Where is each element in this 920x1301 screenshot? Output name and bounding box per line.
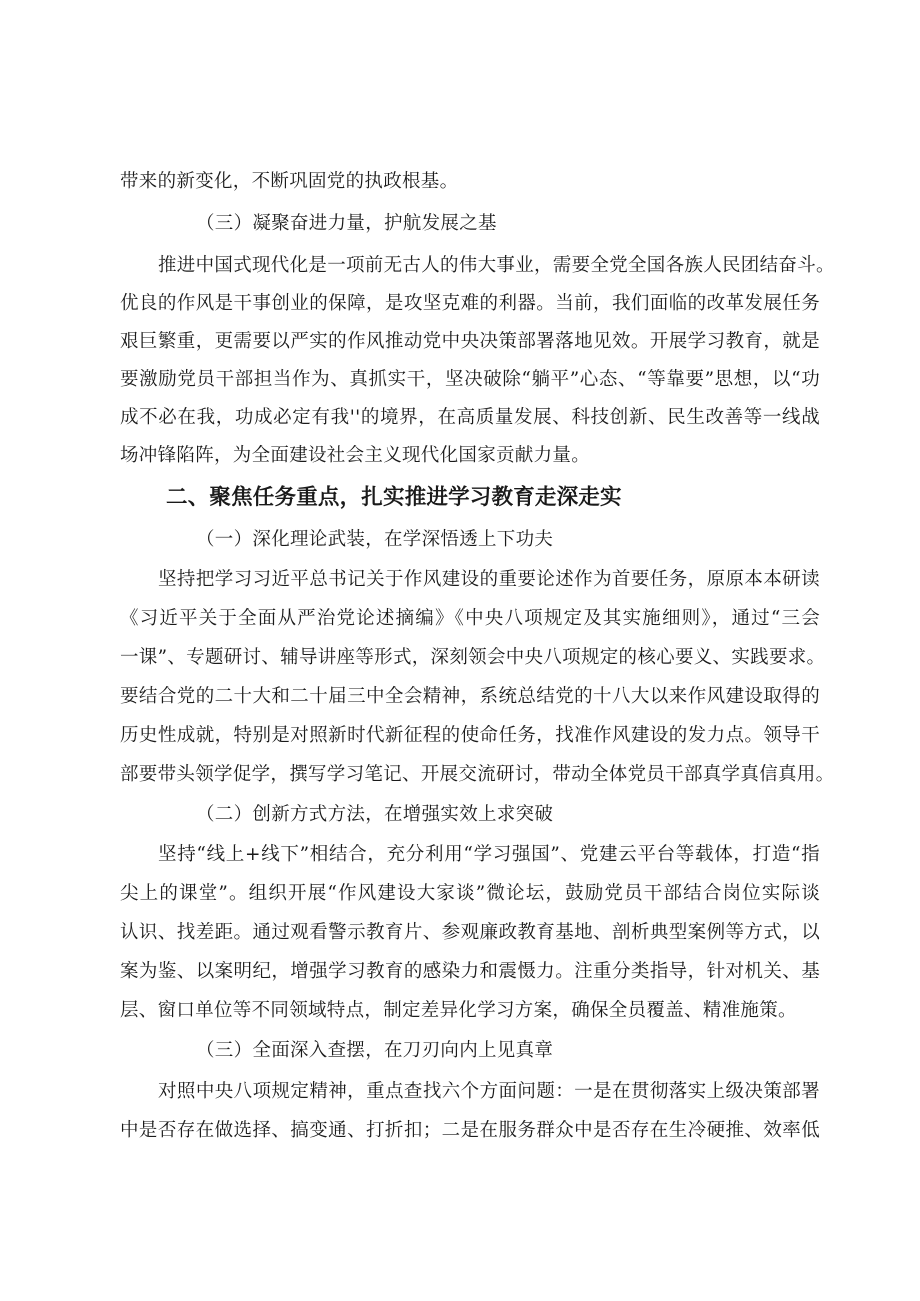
body-text-line: 认识、找差距。通过观看警示教育片、参观廉政教育基地、剖析典型案例等方式，以 (120, 922, 820, 943)
body-text-line: 艰巨繁重，更需要以严实的作风推动党中央决策部署落地见效。开展学习教育，就是 (120, 331, 820, 352)
body-text-line: 优良的作风是干事创业的保障，是攻坚克难的利器。当前，我们面临的改革发展任务 (120, 293, 820, 314)
body-text-line: 一课”、专题研讨、辅导讲座等形式，深刻领会中央八项规定的核心要义、实践要求。 (120, 647, 826, 668)
body-text-line: 对照中央八项规定精神，重点查找六个方面问题：一是在贯彻落实上级决策部署 (158, 1081, 820, 1102)
body-text-line: 《习近平关于全面从严治党论述摘编》《中央八项规定及其实施细则》，通过“三会 (120, 608, 820, 629)
body-text-line: 坚持把学习习近平总书记关于作风建设的重要论述作为首要任务，原原本本研读 (158, 569, 820, 590)
subheading: （三）全面深入查摆，在刀刃向内上见真章 (196, 1040, 554, 1061)
body-text-line: 案为鉴、以案明纪，增强学习教育的感染力和震慑力。注重分类指导，针对机关、基 (120, 961, 820, 982)
body-text-line: 坚持“线上+线下”相结合，充分利用“学习强国”、党建云平台等载体，打造“指 (158, 844, 820, 865)
section-heading: 二、聚焦任务重点，扎实推进学习教育走深走实 (166, 485, 622, 510)
body-text-line: 带来的新变化，不断巩固党的执政根基。 (120, 171, 459, 192)
subheading: （三）凝聚奋进力量，护航发展之基 (196, 213, 497, 234)
body-text-line: 部要带头领学促学，撰写学习笔记、开展交流研讨，带动全体党员干部真学真信真用。 (120, 764, 835, 785)
body-text-line: 推进中国式现代化是一项前无古人的伟大事业，需要全党全国各族人民团结奋斗。 (158, 255, 835, 276)
body-text-line: 要结合党的二十大和二十届三中全会精神，系统总结党的十八大以来作风建设取得的 (120, 686, 820, 707)
subheading: （一）深化理论武装，在学深悟透上下功夫 (196, 529, 554, 550)
body-text-line: 场冲锋陷阵，为全面建设社会主义现代化国家贡献力量。 (120, 445, 591, 466)
body-text-line: 成不必在我，功成必定有我''的境界，在高质量发展、科技创新、民生改善等一线战 (120, 407, 820, 428)
body-text-line: 要激励党员干部担当作为、真抓实干，坚决破除“躺平”心态、“等靠要”思想，以“功 (120, 369, 820, 390)
body-text-line: 层、窗口单位等不同领域特点，制定差异化学习方案，确保全员覆盖、精准施策。 (120, 1000, 797, 1021)
body-text-line: 中是否存在做选择、搞变通、打折扣；二是在服务群众中是否存在生冷硬推、效率低 (120, 1120, 820, 1141)
body-text-line: 历史性成就，特别是对照新时代新征程的使命任务，找准作风建设的发力点。领导干 (120, 725, 820, 746)
subheading: （二）创新方式方法，在增强实效上求突破 (196, 804, 554, 825)
body-text-line: 尖上的课堂”。组织开展“作风建设大家谈”微论坛，鼓励党员干部结合岗位实际谈 (120, 883, 820, 904)
